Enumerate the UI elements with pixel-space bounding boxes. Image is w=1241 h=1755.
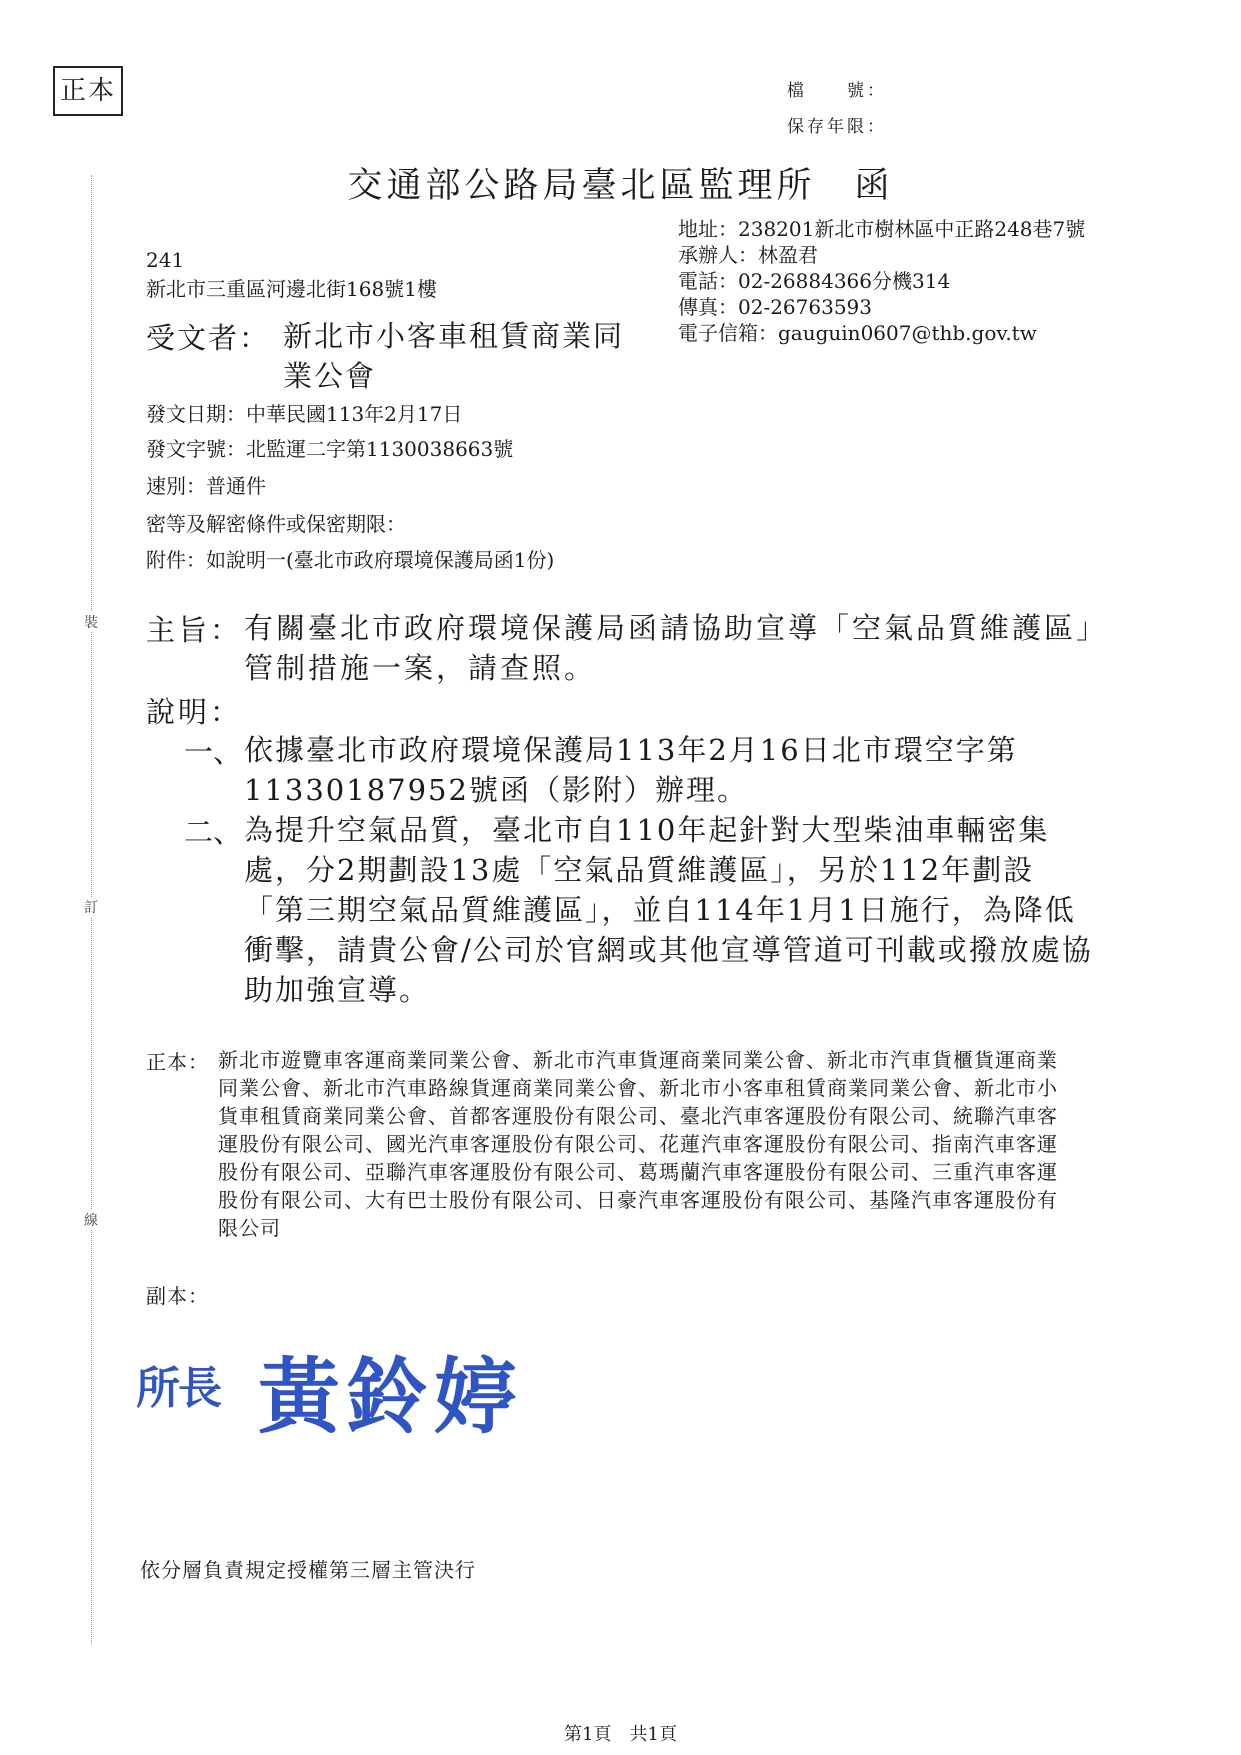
explanation-item-text: 依據臺北市政府環境保護局113年2月16日北市環空字第11330187952號函（影附）辦理。 [244,733,1018,807]
explanation-item-number: 一、 [184,735,243,769]
contact-address: 地址：238201新北市樹林區中正路248巷7號 [678,217,1086,241]
recipient-label: 受文者： [146,321,271,355]
issue-date: 發文日期：中華民國113年2月17日 [146,402,463,426]
page-number: 第1頁 共1頁 [564,1724,677,1745]
director-name-stamp: 黃鈴婷 [258,1349,523,1445]
recipients-label: 正本： [146,1050,209,1074]
file-number-label: 檔 號： [787,81,887,101]
secrecy-level: 密等及解密條件或保密期限： [146,512,406,536]
subject-label: 主旨： [146,613,243,647]
binding-mark-ding: 訂 [84,897,98,917]
delivery-speed: 速別：普通件 [146,474,266,498]
attachment: 附件：如說明一(臺北市政府環境保護局函1份) [146,548,555,572]
contact-handler: 承辦人：林盈君 [678,243,818,267]
contact-fax: 傳真：02-26763593 [678,295,873,319]
recipient-name: 新北市小客車租賃商業同業公會 [283,319,625,393]
original-copy-stamp: 正本 [53,66,123,116]
authority-note: 依分層負責規定授權第三層主管決行 [140,1558,476,1582]
subject-text: 有關臺北市政府環境保護局函請協助宣導「空氣品質維護區」管制措施一案，請查照。 [244,611,1094,685]
document-number: 發文字號：北監運二字第1130038663號 [146,437,514,461]
contact-email: 電子信箱：gauguin0607@thb.gov.tw [678,321,1037,345]
explanation-item-number: 二、 [184,815,243,849]
binding-mark-zhuang: 裝 [84,612,98,632]
explanation-label: 說明： [146,695,243,729]
explanation-item-text: 為提升空氣品質，臺北市自110年起針對大型柴油車輛密集處，分2期劃設13處「空氣品質維護區」，另於112年劃設「第三期空氣品質維護區」，並自114年1月1日施行，為降低衝擊，請貴公會/公司於官網或其他宣導管道可刊載或撥放處協助加強宣導。 [244,813,1093,1007]
contact-block [678,216,1085,346]
retention-period-label: 保存年限： [787,117,887,137]
document-title: 交通部公路局臺北區監理所 函 [347,166,894,206]
director-title-stamp: 所長 [136,1363,220,1414]
recipient-address-block [146,246,437,304]
binding-mark-xian: 線 [84,1210,98,1230]
recipients-list: 新北市遊覽車客運商業同業公會、新北市汽車貨運商業同業公會、新北市汽車貨櫃貨運商業同業公會、新北市汽車路線貨運商業同業公會、新北市小客車租賃商業同業公會、新北市小貨車租賃商業同業公會、首都客運股份有限公司、臺北汽車客運股份有限公司、統聯汽車客運股份有限公司、國光汽車客運股份有限公司、花蓮汽車客運股份有限公司、指南汽車客運股份有限公司、亞聯汽車客運股份有限公司、葛瑪蘭汽車客運股份有限公司、三重汽車客運股份有限公司、大有巴士股份有限公司、日豪汽車客運股份有限公司、基隆汽車客運股份有限公司 [218,1048,1058,1240]
recipient-postal-code: 241 [146,248,185,272]
contact-phone: 電話：02-26884366分機314 [678,269,951,293]
recipient-address: 新北市三重區河邊北街168號1樓 [146,277,437,301]
copy-label: 副本： [146,1284,209,1308]
